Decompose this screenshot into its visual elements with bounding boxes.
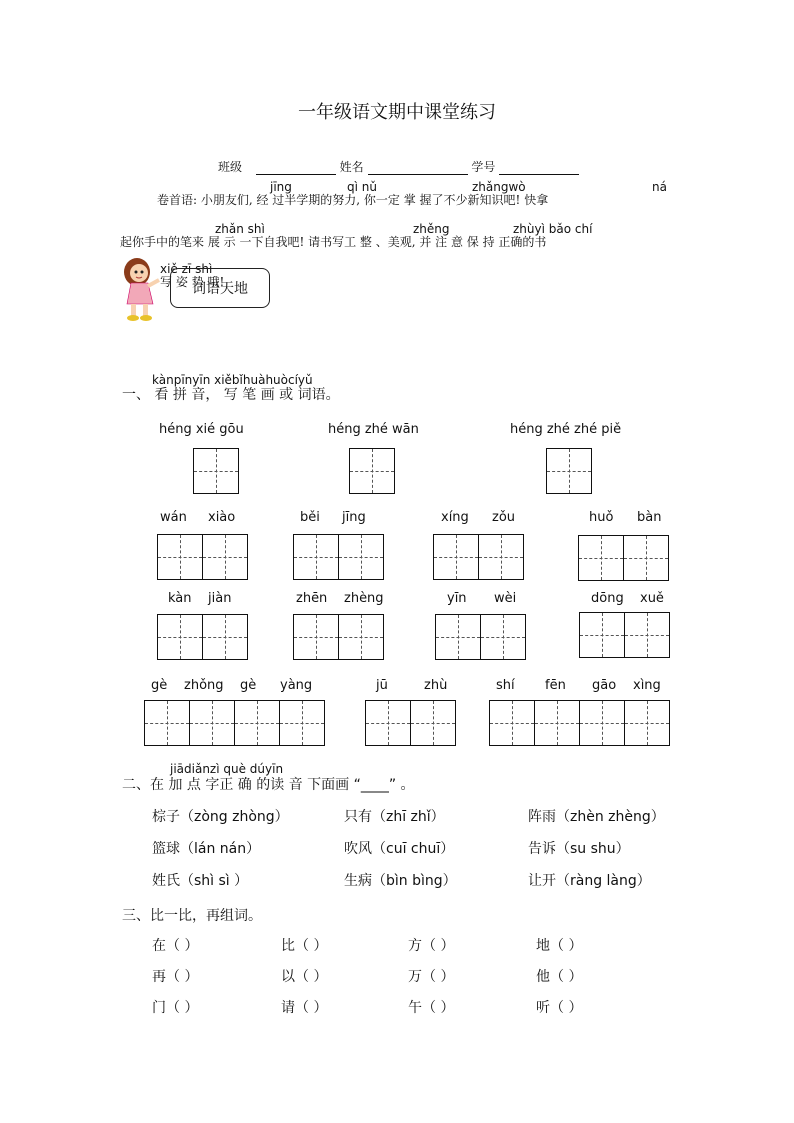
row2-py-3b: zǒu xyxy=(492,510,516,525)
row3-py-3b: wèi xyxy=(494,591,517,606)
tianzige-row4-2[interactable] xyxy=(365,700,455,746)
tianzige-row2-3[interactable] xyxy=(433,534,523,580)
banner-ciyu-tiandi: 词语天地 xyxy=(170,268,270,308)
intro-py-2: qì nǔ xyxy=(347,180,377,194)
cell[interactable] xyxy=(579,700,625,746)
intro-py-6: zhěng xyxy=(413,222,450,236)
cell[interactable] xyxy=(410,700,456,746)
name-label: 姓名 xyxy=(339,160,364,174)
intro-py-7: zhùyì bǎo chí xyxy=(513,222,593,236)
row1-py-2: héng zhé wān xyxy=(328,422,419,437)
row3-py-2a: zhēn xyxy=(296,591,328,606)
row4-py-1b: zhǒng xyxy=(184,678,224,693)
s3-item-2-4: 他（ ） xyxy=(536,969,583,985)
s3-item-3-1: 门（ ） xyxy=(152,1000,199,1016)
s2-item-3-3: 让开（ràng làng） xyxy=(528,873,651,889)
number-field[interactable] xyxy=(499,162,579,175)
section1-title-py: kànpīnyīn xiěbǐhuàhuòcíyǔ xyxy=(152,373,313,387)
class-field[interactable] xyxy=(256,162,336,175)
row1-py-3: héng zhé zhé piě xyxy=(510,422,622,437)
cell[interactable] xyxy=(624,612,670,658)
row4-py-3a: shí xyxy=(496,678,515,693)
row3-py-2b: zhèng xyxy=(344,591,384,606)
intro-py-4: ná xyxy=(652,180,667,194)
s2-item-1-3: 阵雨（zhèn zhèng） xyxy=(528,809,665,825)
s2-item-3-1: 姓氏（shì sì ） xyxy=(152,873,249,889)
s2-item-2-1: 篮球（lán nán） xyxy=(152,841,261,857)
cell[interactable] xyxy=(349,448,395,494)
row3-py-1b: jiàn xyxy=(208,591,232,606)
cell[interactable] xyxy=(193,448,239,494)
cell[interactable] xyxy=(234,700,280,746)
intro-line-2: 起你手中的笔来 展 示 一下自我吧! 请书写工 整 、美观, 并 注 意 保 持 正确的书 xyxy=(120,235,547,249)
row2-py-2b: jīng xyxy=(342,510,366,525)
row4-py-2a: jū xyxy=(376,678,388,693)
s3-item-1-2: 比（ ） xyxy=(281,938,328,954)
row1-py-1: héng xié gōu xyxy=(159,422,244,437)
row3-py-4a: dōng xyxy=(591,591,624,606)
cell[interactable] xyxy=(338,534,384,580)
row4-py-1a: gè xyxy=(151,678,168,693)
s3-item-1-3: 方（ ） xyxy=(408,938,455,954)
number-label: 学号 xyxy=(471,160,496,174)
intro-py-8: xiě zī shì xyxy=(160,262,213,276)
tianzige-1[interactable] xyxy=(193,448,238,494)
cell[interactable] xyxy=(157,534,203,580)
cell[interactable] xyxy=(157,614,203,660)
row2-py-1b: xiào xyxy=(208,510,236,525)
cell[interactable] xyxy=(578,535,624,581)
s3-item-2-2: 以（ ） xyxy=(281,969,328,985)
row3-py-3a: yīn xyxy=(447,591,467,606)
row2-py-3a: xíng xyxy=(441,510,469,525)
row4-py-3c: gāo xyxy=(592,678,617,693)
row4-py-3d: xìng xyxy=(633,678,661,693)
s2-item-3-2: 生病（bìn bìng） xyxy=(344,873,457,889)
tianzige-3[interactable] xyxy=(546,448,591,494)
s2-item-1-2: 只有（zhī zhǐ） xyxy=(344,809,445,825)
section2-title: 二、在 加 点 字正 确 的读 音 下面画 “____” 。 xyxy=(122,777,415,793)
cell[interactable] xyxy=(202,534,248,580)
cell[interactable] xyxy=(478,534,524,580)
cell[interactable] xyxy=(338,614,384,660)
cell[interactable] xyxy=(624,700,670,746)
tianzige-row4-3[interactable] xyxy=(489,700,669,746)
tianzige-row2-2[interactable] xyxy=(293,534,383,580)
row4-py-2b: zhù xyxy=(424,678,448,693)
tianzige-row3-1[interactable] xyxy=(157,614,247,660)
s3-item-1-4: 地（ ） xyxy=(536,938,583,954)
cell[interactable] xyxy=(365,700,411,746)
s3-item-3-3: 午（ ） xyxy=(408,1000,455,1016)
tianzige-row3-3[interactable] xyxy=(435,614,525,660)
intro-py-1: jīng xyxy=(270,180,292,194)
tianzige-row4-1[interactable] xyxy=(144,700,324,746)
row4-py-1c: gè xyxy=(240,678,257,693)
section1-title: 一、 看 拼 音， 写 笔 画 或 词语。 xyxy=(122,387,340,403)
row2-py-2a: běi xyxy=(300,510,320,525)
cell[interactable] xyxy=(202,614,248,660)
cell[interactable] xyxy=(546,448,592,494)
cell[interactable] xyxy=(579,612,625,658)
cell[interactable] xyxy=(293,534,339,580)
cell[interactable] xyxy=(279,700,325,746)
row2-py-4b: bàn xyxy=(637,510,662,525)
intro-py-3: zhǎngwò xyxy=(472,180,526,194)
girl-illustration xyxy=(115,252,171,324)
row3-py-1a: kàn xyxy=(168,591,192,606)
tianzige-row2-4[interactable] xyxy=(578,535,668,581)
tianzige-row3-4[interactable] xyxy=(579,612,669,658)
s2-item-2-2: 吹风（cuī chuī） xyxy=(344,841,455,857)
row4-py-3b: fēn xyxy=(545,678,566,693)
tianzige-2[interactable] xyxy=(349,448,394,494)
section2-title-py: jiādiǎnzì què dúyīn xyxy=(170,762,284,776)
cell[interactable] xyxy=(534,700,580,746)
name-field[interactable] xyxy=(368,162,468,175)
s3-item-2-3: 万（ ） xyxy=(408,969,455,985)
section3-title: 三、比一比，再组词。 xyxy=(122,908,262,924)
row4-py-1d: yàng xyxy=(280,678,313,693)
row2-py-4a: huǒ xyxy=(589,510,614,525)
s3-item-3-2: 请（ ） xyxy=(281,1000,328,1016)
s2-item-2-3: 告诉（su shu） xyxy=(528,841,630,857)
intro-line-1: 卷首语: 小朋友们, 经 过半学期的努力, 你一定 掌 握了不少新知识吧! 快拿 xyxy=(157,193,549,207)
s3-item-2-1: 再（ ） xyxy=(152,969,199,985)
tianzige-row3-2[interactable] xyxy=(293,614,383,660)
cell[interactable] xyxy=(144,700,190,746)
s3-item-3-4: 听（ ） xyxy=(536,1000,583,1016)
cell[interactable] xyxy=(293,614,339,660)
cell[interactable] xyxy=(480,614,526,660)
header-fields xyxy=(218,158,579,175)
cell[interactable] xyxy=(189,700,235,746)
s3-item-1-1: 在（ ） xyxy=(152,938,199,954)
row2-py-1a: wán xyxy=(160,510,187,525)
cell[interactable] xyxy=(433,534,479,580)
tianzige-row2-1[interactable] xyxy=(157,534,247,580)
s2-item-1-1: 棕子（zòng zhòng） xyxy=(152,809,289,825)
intro-line-3: 写 姿 势 哦! xyxy=(160,275,225,289)
row3-py-4b: xuě xyxy=(640,591,664,606)
cell[interactable] xyxy=(435,614,481,660)
intro-py-5: zhǎn shì xyxy=(215,222,265,236)
page-title: 一年级语文期中课堂练习 xyxy=(298,102,496,123)
class-label: 班级 xyxy=(218,160,243,174)
cell[interactable] xyxy=(623,535,669,581)
cell[interactable] xyxy=(489,700,535,746)
